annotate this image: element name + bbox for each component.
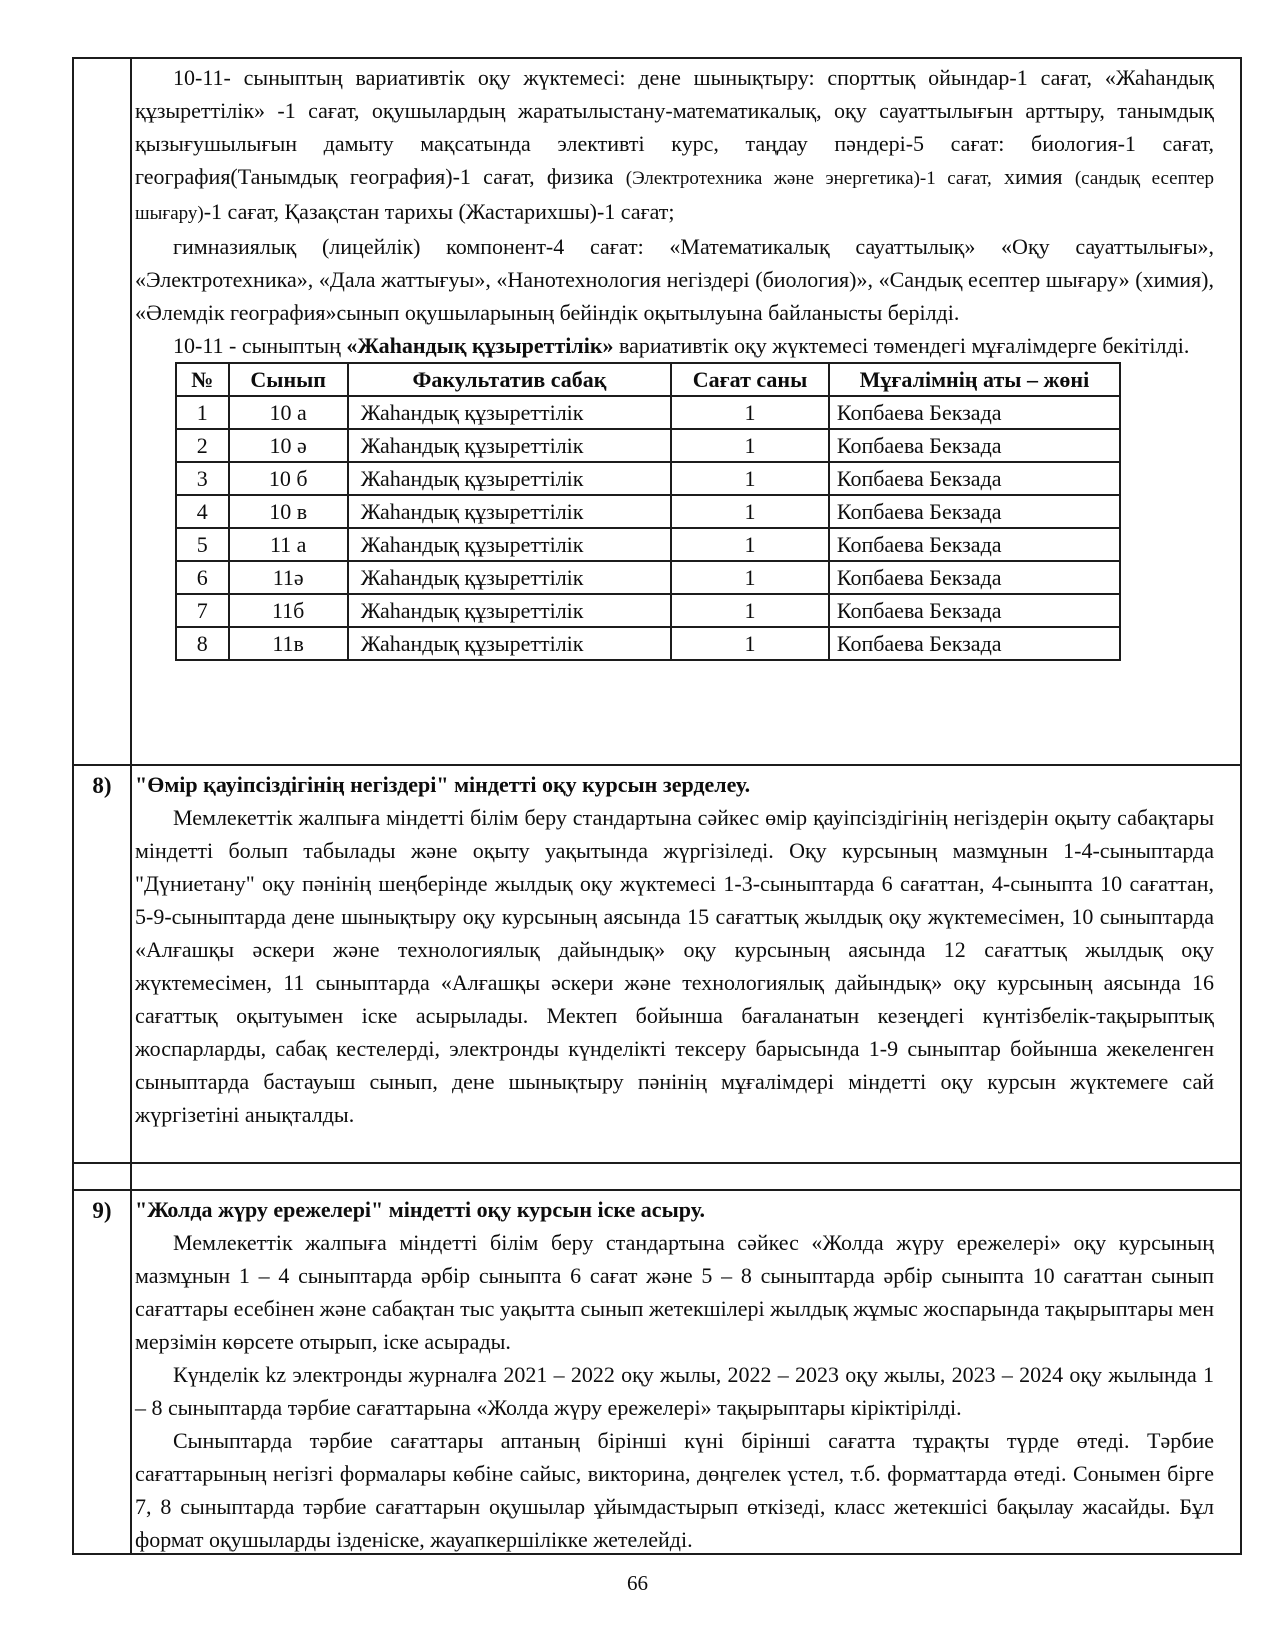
- section-9-title: "Жолда жүру ережелері" міндетті оқу курсын іске асыру.: [135, 1197, 705, 1222]
- page-number: 66: [627, 1571, 648, 1595]
- section-9-number: 9): [74, 1191, 132, 1553]
- table-cell: 10 а: [229, 396, 348, 429]
- facultative-table-body: [176, 396, 1120, 660]
- table-row: [176, 396, 1120, 429]
- table-cell: Копбаева Бекзада: [829, 396, 1120, 429]
- text-run: 10-11- сыныптың вариативтік оқу жүктемесі: дене шынықтыру: спорттық ойындар-1 сағат, «Жаһандық құзыреттілік» -1 сағат, оқушылардың жаратылыстану-математикалық, оқу сауаттылығын арттыру, танымдық қызығушылығын дамыту мақсатында элективті курс, таңдау пәндері-5 сағат: биология-1 сағат, география(Танымдық география)-1 сағат, физика: [135, 65, 1214, 189]
- table-cell: 5: [176, 528, 229, 561]
- item-number-cell-empty: [74, 59, 132, 764]
- text-run: вариативтік оқу жүктемесі төмендегі мұғалімдерге бекітілді.: [613, 333, 1190, 358]
- spacer-number-cell: [74, 1164, 132, 1189]
- paragraph: [135, 329, 1214, 362]
- table-cell: 7: [176, 594, 229, 627]
- paragraph: [135, 1358, 1214, 1424]
- table-cell: Копбаева Бекзада: [829, 594, 1120, 627]
- table-cell: 4: [176, 495, 229, 528]
- table-cell: Копбаева Бекзада: [829, 462, 1120, 495]
- text-run: -1 сағат, Қазақстан тарихы (Жастарихшы)-1 сағат;: [203, 199, 675, 224]
- table-cell: Жаһандық құзыреттілік: [348, 429, 671, 462]
- table-cell: 1: [671, 462, 829, 495]
- text-run: (сандық есептер шығару): [135, 168, 1215, 224]
- table-row: [176, 495, 1120, 528]
- column-header: Мұғалімнің аты – жөні: [829, 363, 1120, 396]
- table-cell: 11б: [229, 594, 348, 627]
- table-cell: 11ә: [229, 561, 348, 594]
- column-header: Сағат саны: [671, 363, 829, 396]
- paragraph: [135, 801, 1214, 1131]
- table-row: [176, 429, 1120, 462]
- table-cell: 1: [671, 594, 829, 627]
- table-cell: Жаһандық құзыреттілік: [348, 495, 671, 528]
- table-cell: Копбаева Бекзада: [829, 495, 1120, 528]
- text-run: (Электротехника және энергетика)-1 сағат,: [625, 168, 992, 189]
- table-cell: 10 в: [229, 495, 348, 528]
- text-run: Күнделік kz электронды журналға 2021 – 2022 оқу жылы, 2022 – 2023 оқу жылы, 2023 – 2024 оқу жылында 1 – 8 сыныптарда тәрбие сағаттарына «Жолда жүру ережелері» тақырыптары кіріктірілді.: [135, 1362, 1214, 1420]
- table-cell: 1: [671, 528, 829, 561]
- row-section-8: [74, 764, 1240, 1162]
- facultative-table-head: [176, 363, 1120, 396]
- table-row: [176, 462, 1120, 495]
- table-row: [176, 627, 1120, 660]
- section-8-number: 8): [74, 766, 132, 1162]
- section-8-body: [135, 801, 1214, 1131]
- table-cell: 1: [671, 495, 829, 528]
- table-cell: 10 б: [229, 462, 348, 495]
- table-cell: 1: [671, 627, 829, 660]
- table-cell: 10 ә: [229, 429, 348, 462]
- table-cell: Жаһандық құзыреттілік: [348, 627, 671, 660]
- paragraph: [135, 1226, 1214, 1358]
- spacer-cell: [132, 1164, 1240, 1189]
- variative-load-cell: [132, 59, 1240, 764]
- table-cell: 2: [176, 429, 229, 462]
- paragraph: [135, 230, 1214, 329]
- table-cell: Жаһандық құзыреттілік: [348, 396, 671, 429]
- text-run: химия: [991, 164, 1075, 189]
- table-row: [176, 594, 1120, 627]
- text-run: гимназиялық (лицейлік) компонент-4 сағат: «Математикалық сауаттылық» «Оқу сауаттылығы», «Электротехника», «Дала жаттығуы», «Нанотехнология негіздері (биология)», «Сандық есептер шығару» (химия), «Әлемдік география»сынып оқушыларының бейіндік оқытылуына байланысты берілді.: [135, 234, 1214, 325]
- table-cell: 1: [671, 429, 829, 462]
- table-cell: Копбаева Бекзада: [829, 561, 1120, 594]
- table-row: [176, 561, 1120, 594]
- facultative-table: [175, 362, 1121, 661]
- report-outer-table: [72, 57, 1242, 1555]
- text-run: Мемлекеттік жалпыға міндетті білім беру стандартына сәйкес «Жолда жүру ережелері» оқу курсының мазмұнын 1 – 4 сыныптарда әрбір сыныпта 6 сағат және 5 – 8 сыныптарда әрбір сыныпта 10 сағаттан сынып сағаттары есебінен және сабақтан тыс уақытта сынып жетекшілері жылдық жұмыс жоспарында тақырыптары мен мерзімін көрсете отырып, іске асырады.: [135, 1230, 1214, 1354]
- row-variative-load: [74, 59, 1240, 764]
- table-header-row: [176, 363, 1120, 396]
- table-cell: Жаһандық құзыреттілік: [348, 561, 671, 594]
- table-cell: 1: [176, 396, 229, 429]
- table-row: [176, 528, 1120, 561]
- table-cell: Жаһандық құзыреттілік: [348, 528, 671, 561]
- row-spacer: [74, 1162, 1240, 1189]
- table-cell: 8: [176, 627, 229, 660]
- paragraph: [135, 1424, 1214, 1553]
- table-cell: 1: [671, 396, 829, 429]
- section-8-title: "Өмір қауіпсіздігінің негіздері" міндетті оқу курсын зерделеу.: [135, 772, 751, 797]
- text-run: «Жаһандық құзыреттілік»: [346, 333, 614, 358]
- text-run: Мемлекеттік жалпыға міндетті білім беру стандартына сәйкес өмір қауіпсіздігінің негіздерін оқыту сабақтары міндетті болып табылады және оқыту уақытында жүргізіледі. Оқу курсының мазмұнын 1-4-сыныптарда "Дүниетану" оқу пәнінің шеңберінде жылдық оқу жүктемесі 1-3-сыныптарда 6 сағаттан, 4-сыныпта 10 сағаттан, 5-9-сыныптарда дене шынықтыру оқу курсының аясында 15 сағаттық жылдық оқу жүктемесімен, 10 сыныптарда «Алғашқы әскери және технологиялық дайындық» оқу курсының аясында 12 сағаттық жылдық оқу жүктемесімен, 11 сыныптарда «Алғашқы әскери және технологиялық дайындық» оқу курсының аясында 16 сағаттық оқытуымен іске асырылады. Мектеп бойынша бағаланатын кезеңдегі күнтізбелік-тақырыптық жоспарларды, сабақ кестелерді, электронды күнделікті тексеру барысында 1-9 сыныптар бойынша жекеленген сыныптарда бастауыш сынып, дене шынықтыру пәнінің мұғалімдері міндетті оқу курсын жүктемеге сай жүргізетіні анықталды.: [135, 805, 1214, 1127]
- section-9-cell: [132, 1191, 1240, 1553]
- table-cell: Жаһандық құзыреттілік: [348, 462, 671, 495]
- table-cell: Копбаева Бекзада: [829, 429, 1120, 462]
- table-cell: Копбаева Бекзада: [829, 627, 1120, 660]
- table-cell: Жаһандық құзыреттілік: [348, 594, 671, 627]
- table-cell: 3: [176, 462, 229, 495]
- variative-load-paragraphs: [135, 61, 1214, 362]
- section-9-body: [135, 1226, 1214, 1553]
- table-cell: Копбаева Бекзада: [829, 528, 1120, 561]
- paragraph: [135, 61, 1214, 230]
- table-cell: 6: [176, 561, 229, 594]
- text-run: Сыныптарда тәрбие сағаттары аптаның бірінші күні бірінші сағатта тұрақты түрде өтеді. Тәрбие сағаттарының негізгі формалары көбіне сайыс, викторина, дөңгелек үстел, т.б. форматтарда өтеді. Сонымен бірге 7, 8 сыныптарда тәрбие сағаттарын оқушылар ұйымдастырып өткізеді, класс жетекшісі бақылау жасайды. Бұл формат оқушыларды ізденіске, жауапкершілікке жетелейді.: [135, 1428, 1214, 1552]
- row-section-9: [74, 1189, 1240, 1553]
- column-header: №: [176, 363, 229, 396]
- section-8-cell: [132, 766, 1240, 1162]
- text-run: 10-11 - сыныптың: [173, 333, 347, 358]
- table-cell: 1: [671, 561, 829, 594]
- column-header: Факультатив сабақ: [348, 363, 671, 396]
- table-cell: 11в: [229, 627, 348, 660]
- column-header: Сынып: [229, 363, 348, 396]
- table-cell: 11 а: [229, 528, 348, 561]
